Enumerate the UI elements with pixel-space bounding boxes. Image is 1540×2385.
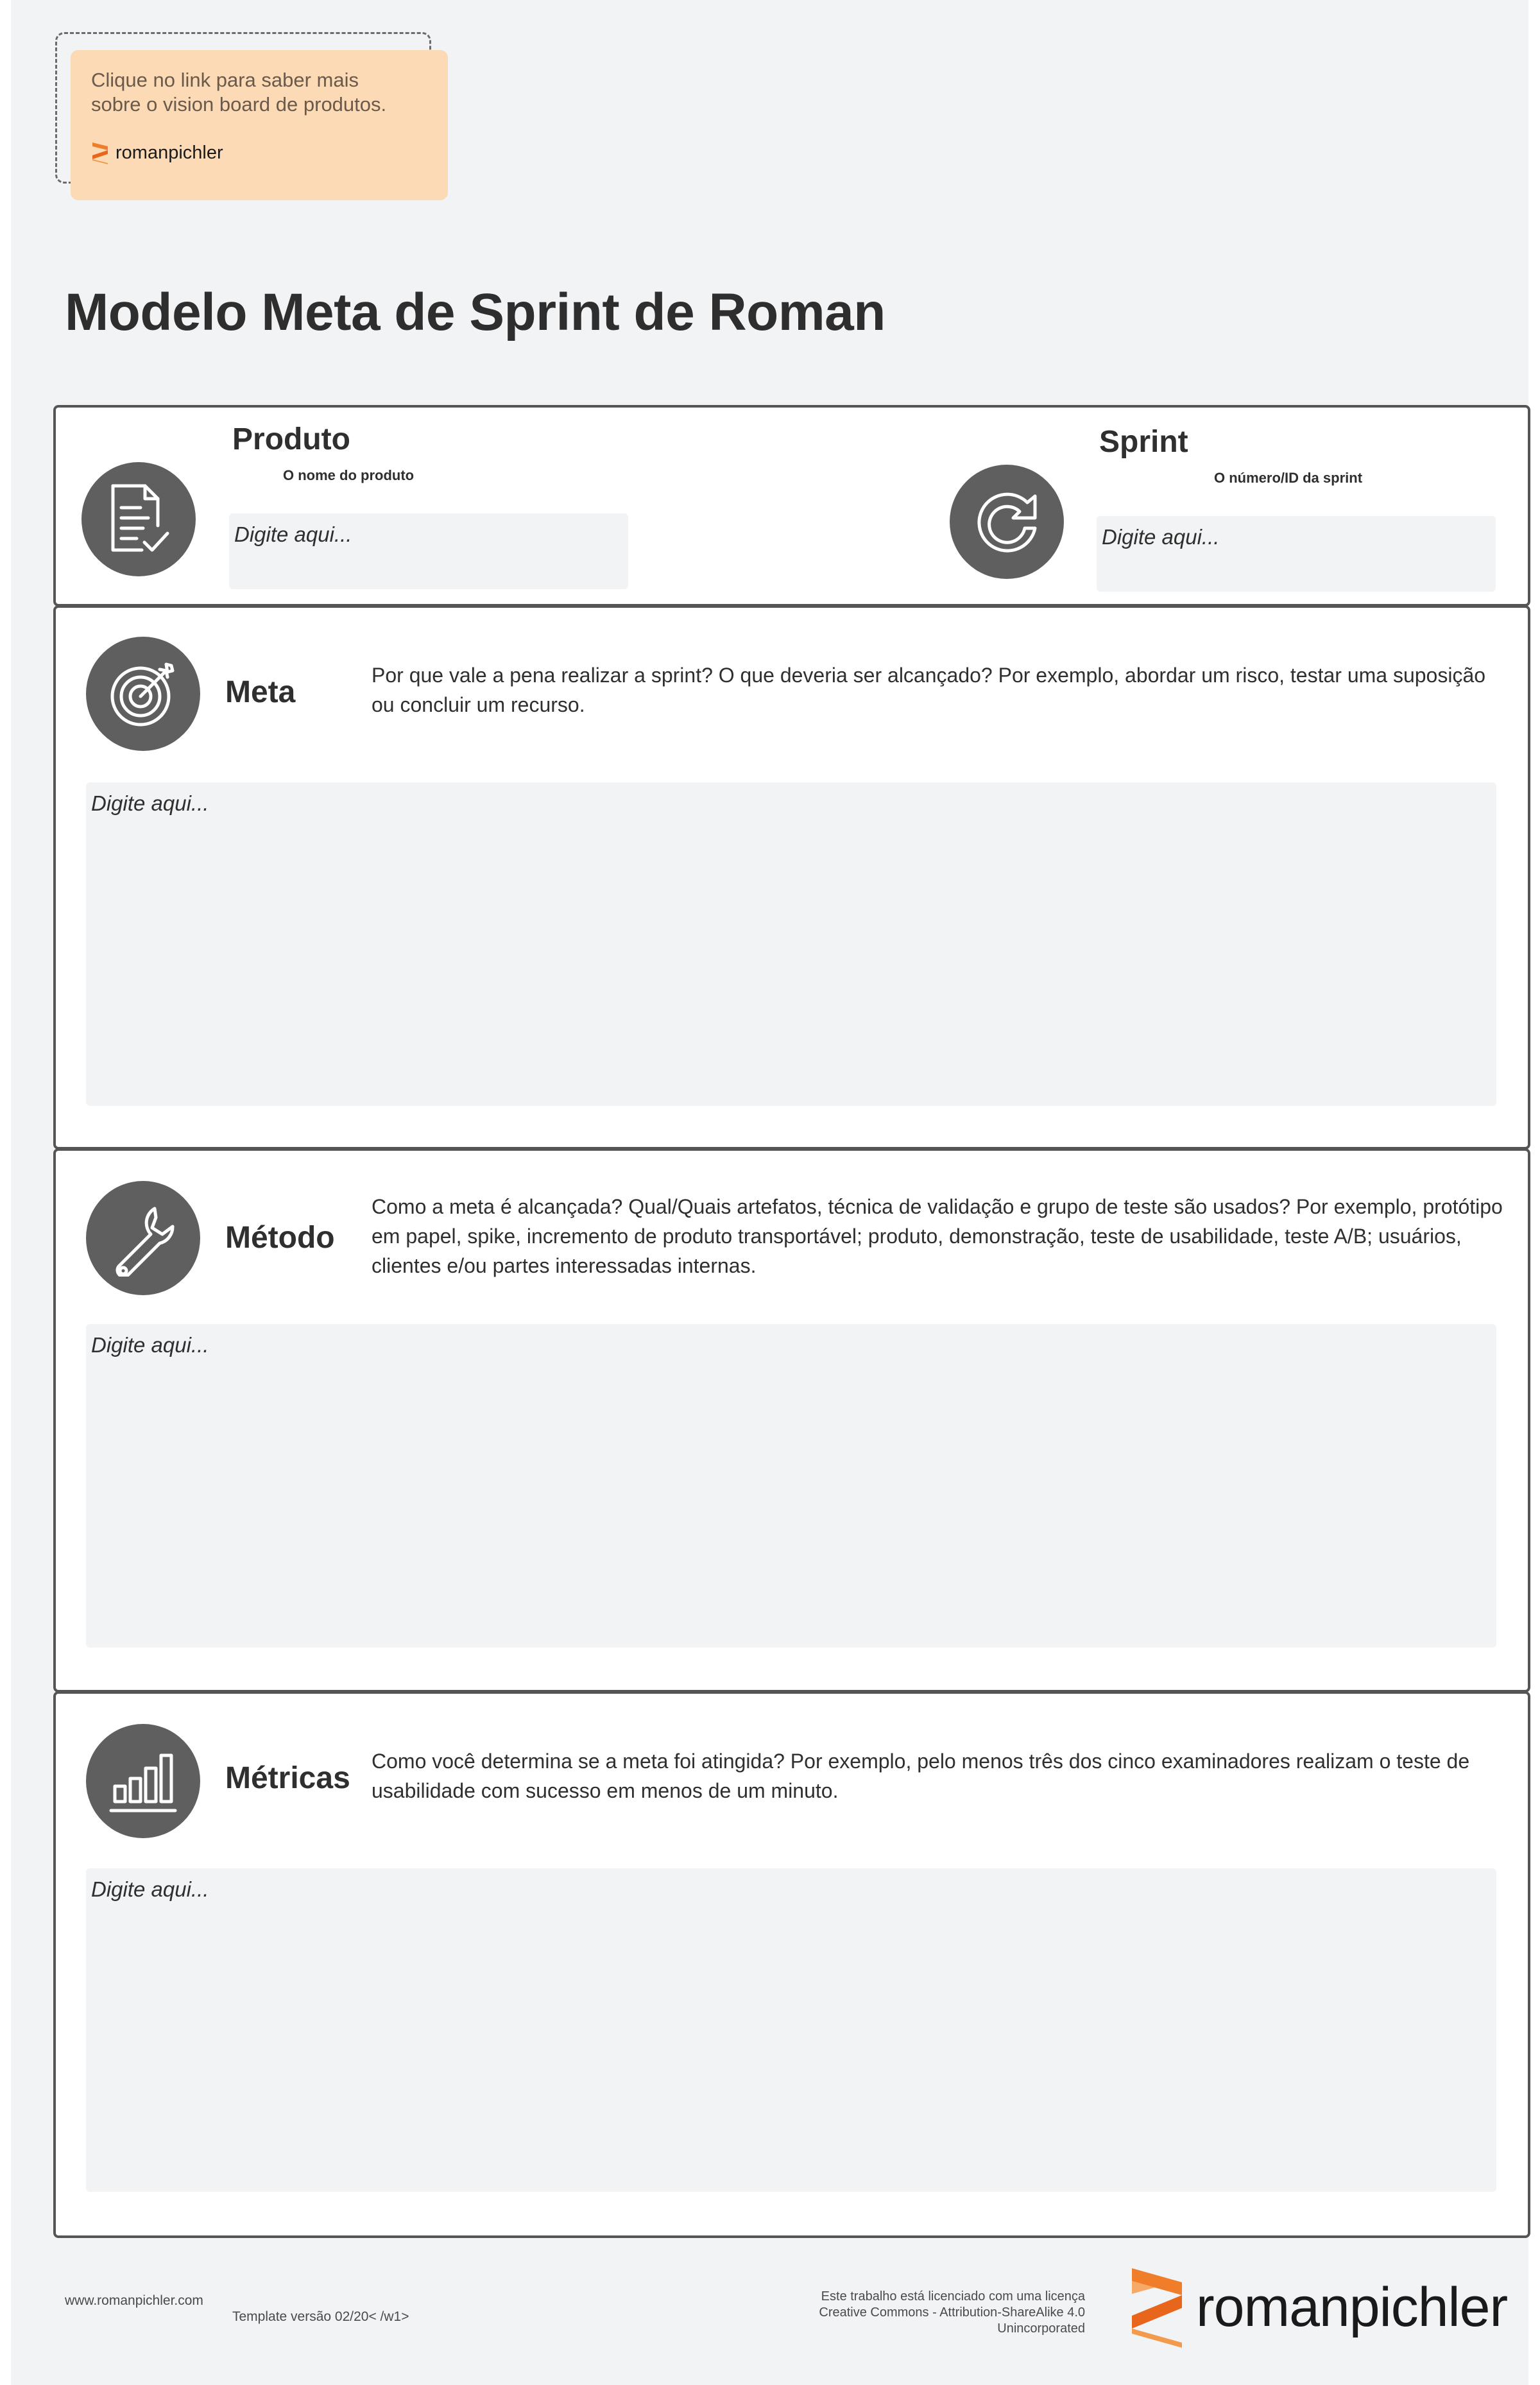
metodo-description: Como a meta é alcançada? Qual/Quais artefatos, técnica de validação e grupo de teste são usados? Por exemplo, protótipo em papel, spike, incremento de produto transportável; produto, demonstração, teste de usabilidade, teste A/B; usuários, clientes e/ou partes interessadas internas.	[372, 1195, 1503, 1277]
metricas-label: Métricas	[225, 1761, 350, 1795]
product-hint: O nome do produto	[283, 467, 415, 483]
license-line-2: Creative Commons - Attribution-ShareAlike 4.0	[819, 2305, 1085, 2320]
meta-panel	[53, 605, 1530, 1149]
metodo-panel	[53, 1148, 1530, 1692]
meta-label: Meta	[225, 675, 296, 709]
meta-description: Por que vale a pena realizar a sprint? O que deveria ser alcançado? Por exemplo, abordar um risco, testar uma suposição ou concluir um recurso.	[372, 664, 1486, 716]
sprint-label: Sprint	[1099, 425, 1188, 459]
footer-version: Template versão 02/20< /w1>	[232, 2309, 409, 2324]
note-logo	[91, 141, 223, 164]
footer-license	[751, 2289, 1085, 2337]
note-text: Clique no link para saber mais sobre o vision board de produtos.	[91, 69, 387, 116]
footer-logo	[1129, 2266, 1507, 2349]
meta-icon-circle	[86, 637, 200, 751]
page-title: Modelo Meta de Sprint de Roman	[65, 283, 886, 341]
product-icon-circle	[81, 462, 196, 576]
metricas-icon-circle	[86, 1724, 200, 1838]
sprint-hint: O número/ID da sprint	[1214, 470, 1363, 486]
wrench-icon	[105, 1200, 182, 1277]
metodo-input[interactable]: Digite aqui...	[86, 1324, 1496, 1648]
product-input[interactable]: Digite aqui...	[229, 513, 628, 589]
meta-input[interactable]: Digite aqui...	[86, 782, 1496, 1106]
romanpichler-logo-icon	[1129, 2266, 1185, 2349]
info-sticky-note[interactable]	[71, 50, 448, 200]
footer-url[interactable]: www.romanpichler.com	[65, 2293, 203, 2308]
metodo-icon-circle	[86, 1181, 200, 1295]
footer-logo-text: romanpichler	[1196, 2276, 1508, 2338]
note-logo-text: romanpichler	[116, 142, 223, 163]
header-panel	[53, 405, 1530, 607]
refresh-icon	[968, 483, 1045, 560]
metodo-label: Método	[225, 1221, 335, 1255]
sprint-input[interactable]: Digite aqui...	[1097, 516, 1496, 592]
target-icon	[105, 655, 182, 732]
product-label: Produto	[232, 422, 350, 456]
document-check-icon	[103, 481, 174, 558]
metricas-input[interactable]: Digite aqui...	[86, 1868, 1496, 2192]
sprint-icon-circle	[950, 465, 1064, 579]
bar-chart-icon	[105, 1743, 182, 1820]
romanpichler-logo-icon	[91, 141, 110, 164]
license-line-3: Unincorporated	[997, 2321, 1085, 2336]
board-background	[11, 0, 1528, 2385]
metricas-panel	[53, 1691, 1530, 2238]
license-line-1: Este trabalho está licenciado com uma licença	[821, 2289, 1085, 2303]
metricas-description: Como você determina se a meta foi atingida? Por exemplo, pelo menos três dos cinco examinadores realizam o teste de usabilidade com sucesso em menos de um minuto.	[372, 1750, 1470, 1802]
